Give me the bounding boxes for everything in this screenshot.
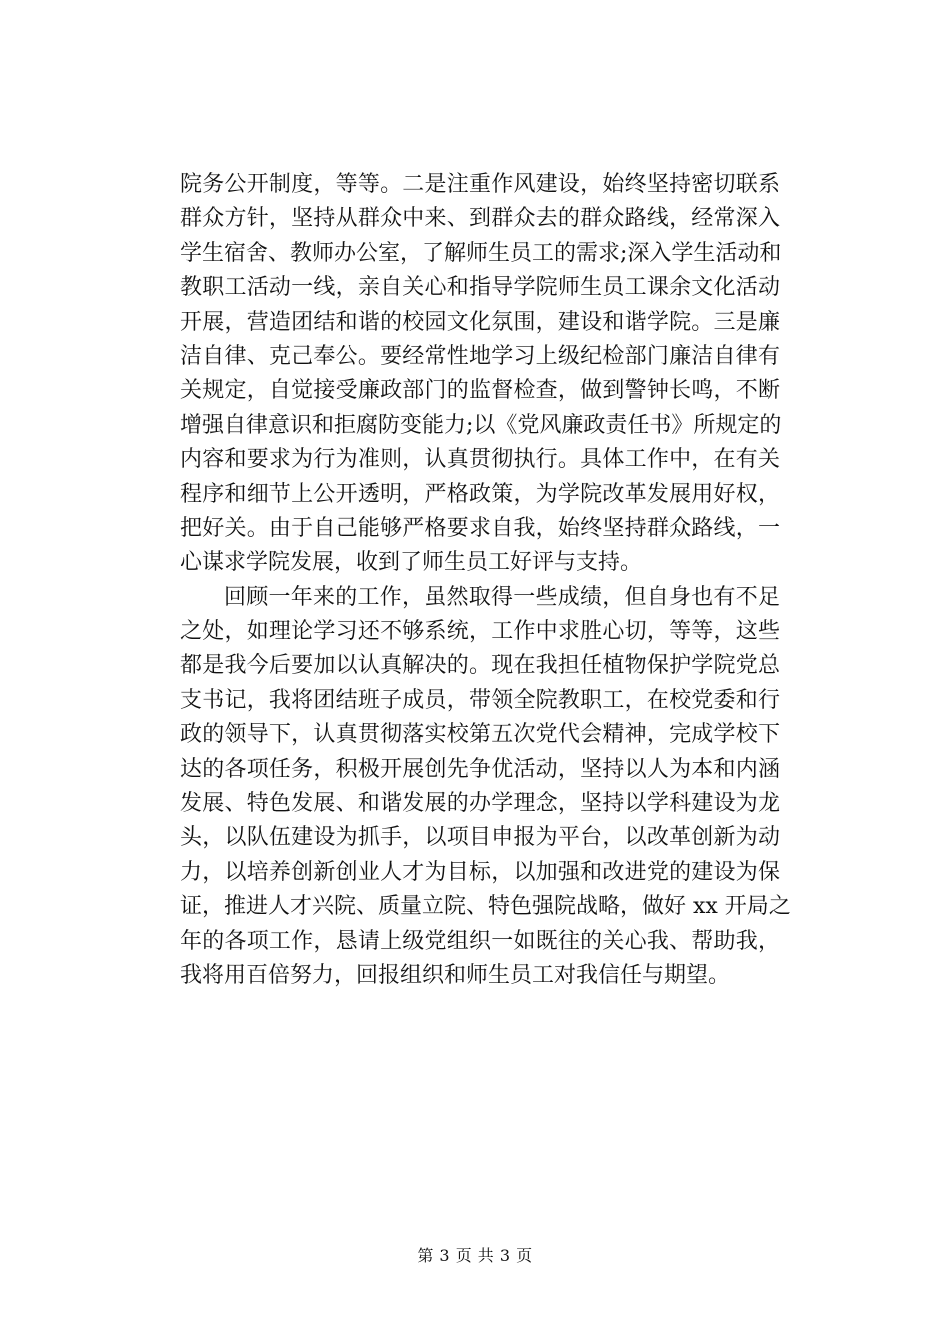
text-line: 政的领导下，认真贯彻落实校第五次党代会精神，完成学校下 <box>180 722 780 748</box>
text-line: 学生宿舍、教师办公室，了解师生员工的需求;深入学生活动和 <box>180 240 782 266</box>
text-line: 回顾一年来的工作，虽然取得一些成绩，但自身也有不足 <box>224 584 780 610</box>
text-line: 程序和细节上公开透明，严格政策，为学院改革发展用好权， <box>180 481 780 507</box>
text-line: 年的各项工作，恳请上级党组织一如既往的关心我、帮助我， <box>180 928 780 954</box>
text-line: 之处，如理论学习还不够系统，工作中求胜心切，等等，这些 <box>180 619 780 645</box>
text-line: 洁自律、克己奉公。要经常性地学习上级纪检部门廉洁自律有 <box>180 343 780 369</box>
text-line: 心谋求学院发展，收到了师生员工好评与支持。 <box>180 550 643 576</box>
text-line: 头，以队伍建设为抓手，以项目申报为平台，以改革创新为动 <box>180 825 780 851</box>
text-line: 把好关。由于自己能够严格要求自我，始终坚持群众路线，一 <box>180 515 780 541</box>
text-line: 内容和要求为行为准则，认真贯彻执行。具体工作中，在有关 <box>180 447 780 473</box>
page-number-footer: 第 3 页 共 3 页 <box>417 1246 533 1265</box>
text-line: 支书记，我将团结班子成员，带领全院教职工，在校党委和行 <box>180 687 780 713</box>
text-line: 院务公开制度，等等。二是注重作风建设，始终坚持密切联系 <box>180 172 780 197</box>
paragraph-2 <box>180 581 791 994</box>
text-line: 证，推进人才兴院、质量立院、特色强院战略，做好 xx 开局之 <box>180 894 791 920</box>
text-line: 群众方针，坚持从群众中来、到群众去的群众路线，经常深入 <box>180 206 780 232</box>
text-line: 增强自律意识和拒腐防变能力;以《党风廉政责任书》所规定的 <box>180 412 782 438</box>
text-line: 力，以培养创新创业人才为目标，以加强和改进党的建设为保 <box>180 859 780 885</box>
text-line: 我将用百倍努力，回报组织和师生员工对我信任与期望。 <box>180 962 731 988</box>
text-line: 关规定，自觉接受廉政部门的监督检查，做到警钟长鸣，不断 <box>180 378 780 404</box>
text-line: 发展、特色发展、和谐发展的办学理念，坚持以学科建设为龙 <box>180 791 780 817</box>
text-line: 教职工活动一线，亲自关心和指导学院师生员工课余文化活动 <box>180 275 780 301</box>
paragraph-1 <box>180 168 780 581</box>
text-line: 开展，营造团结和谐的校园文化氛围，建设和谐学院。三是廉 <box>180 309 780 335</box>
text-line: 都是我今后要加以认真解决的。现在我担任植物保护学院党总 <box>180 653 780 679</box>
body-text <box>180 168 791 993</box>
text-line: 达的各项任务，积极开展创先争优活动，坚持以人为本和内涵 <box>180 756 780 782</box>
